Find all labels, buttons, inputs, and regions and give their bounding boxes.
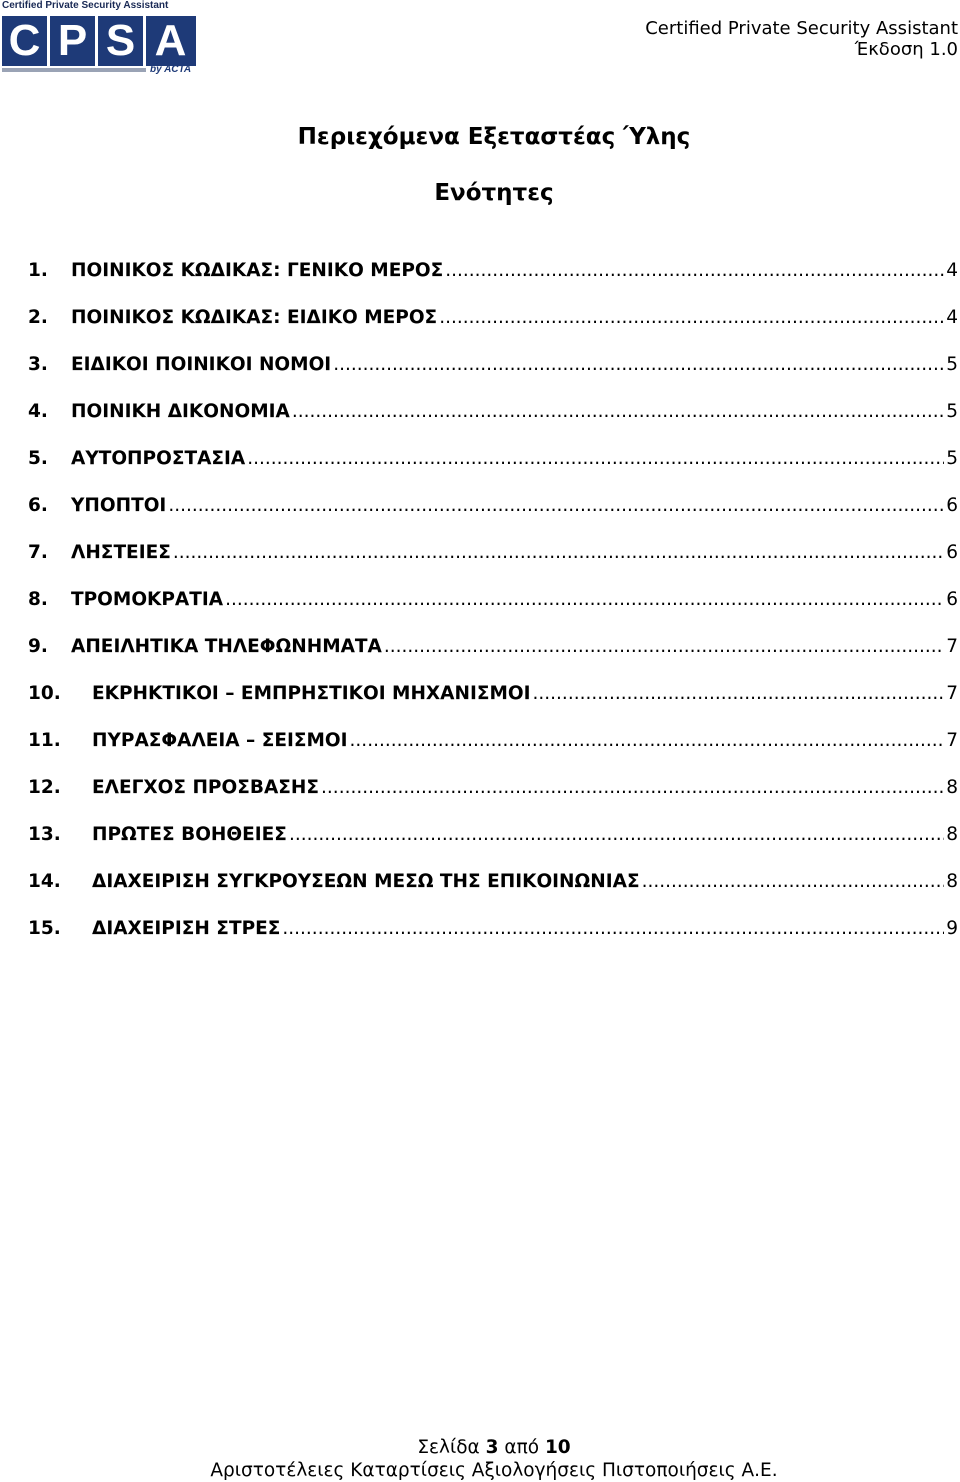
toc-entry[interactable]	[28, 492, 958, 539]
toc-entry[interactable]	[28, 445, 958, 492]
toc-page: 6	[946, 542, 958, 563]
logo-underline	[2, 68, 146, 72]
toc-label: ΠΥΡΑΣΦΑΛΕΙΑ – ΣΕΙΣΜΟΙ	[92, 730, 348, 751]
toc-entry[interactable]	[28, 680, 958, 727]
document-title: Περιεχόμενα Εξεταστέας Ύλης	[297, 124, 691, 150]
toc-page: 4	[946, 307, 958, 328]
toc-leader	[321, 774, 944, 802]
toc-page: 5	[946, 401, 958, 422]
page-number	[0, 1436, 960, 1459]
toc-entry[interactable]	[28, 868, 958, 915]
toc-leader	[292, 398, 944, 426]
toc-leader	[445, 257, 944, 285]
toc-label: ΕΛΕΓΧΟΣ ΠΡΟΣΒΑΣΗΣ	[92, 777, 320, 798]
logo-letter-a: A	[154, 16, 187, 65]
toc-label: ΠΟΙΝΙΚΟΣ ΚΩΔΙΚΑΣ: ΕΙΔΙΚΟ ΜΕΡΟΣ	[71, 307, 438, 328]
toc-number: 6.	[28, 495, 48, 516]
page-prefix: Σελίδα	[417, 1437, 480, 1458]
toc-entry[interactable]	[28, 915, 958, 962]
toc-label: ΠΡΩΤΕΣ ΒΟΗΘΕΙΕΣ	[92, 824, 287, 845]
toc-page: 6	[946, 495, 958, 516]
page-footer	[0, 1436, 960, 1482]
toc-label: ΛΗΣΤΕΙΕΣ	[71, 542, 171, 563]
header-edition: Έκδοση 1.0	[854, 39, 958, 60]
toc-leader	[350, 727, 945, 755]
toc-number: 3.	[28, 354, 48, 375]
toc-entry[interactable]	[28, 586, 958, 633]
page-total: 10	[544, 1437, 571, 1458]
toc-entry[interactable]	[28, 774, 958, 821]
header-info	[645, 18, 958, 60]
toc-entry[interactable]	[28, 633, 958, 680]
toc-number: 13.	[28, 824, 61, 845]
toc-page: 8	[946, 871, 958, 892]
table-of-contents	[28, 257, 958, 962]
toc-page: 7	[946, 683, 958, 704]
toc-leader	[173, 539, 944, 567]
toc-label: ΑΥΤΟΠΡΟΣΤΑΣΙΑ	[71, 448, 246, 469]
section-title: Ενότητες	[434, 180, 554, 206]
toc-number: 14.	[28, 871, 61, 892]
toc-leader	[384, 633, 944, 661]
logo-caption: Certified Private Security Assistant	[2, 0, 169, 11]
toc-number: 2.	[28, 307, 48, 328]
toc-entry[interactable]	[28, 821, 958, 868]
toc-page: 7	[946, 636, 958, 657]
toc-label: ΔΙΑΧΕΙΡΙΣΗ ΣΤΡΕΣ	[92, 918, 281, 939]
toc-page: 6	[946, 589, 958, 610]
toc-leader	[333, 351, 944, 379]
header-title: Certified Private Security Assistant	[645, 18, 958, 39]
toc-page: 8	[946, 777, 958, 798]
logo-letter-s: S	[105, 16, 136, 65]
toc-leader	[247, 445, 944, 473]
toc-number: 4.	[28, 401, 48, 422]
toc-leader	[225, 586, 944, 614]
toc-number: 5.	[28, 448, 48, 469]
toc-label: ΕΚΡΗΚΤΙΚΟΙ – ΕΜΠΡΗΣΤΙΚΟΙ ΜΗΧΑΝΙΣΜΟΙ	[92, 683, 531, 704]
toc-leader	[642, 868, 945, 896]
toc-page: 5	[946, 448, 958, 469]
toc-label: ΔΙΑΧΕΙΡΙΣΗ ΣΥΓΚΡΟΥΣΕΩΝ ΜΕΣΩ ΤΗΣ ΕΠΙΚΟΙΝΩΝΙΑΣ	[92, 871, 640, 892]
toc-page: 4	[946, 260, 958, 281]
logo-letter-p: P	[57, 16, 88, 65]
toc-label: ΤΡΟΜΟΚΡΑΤΙΑ	[71, 589, 224, 610]
toc-page: 7	[946, 730, 958, 751]
toc-page: 9	[946, 918, 958, 939]
logo-letter-c: C	[8, 16, 41, 65]
toc-leader	[282, 915, 944, 943]
toc-leader	[168, 492, 944, 520]
toc-entry[interactable]	[28, 539, 958, 586]
toc-number: 11.	[28, 730, 61, 751]
page-separator: από	[504, 1437, 540, 1458]
toc-number: 8.	[28, 589, 48, 610]
cpsa-logo	[0, 0, 200, 78]
toc-number: 15.	[28, 918, 61, 939]
toc-entry[interactable]	[28, 351, 958, 398]
page-current: 3	[485, 1437, 499, 1458]
toc-leader	[289, 821, 944, 849]
toc-label: ΑΠΕΙΛΗΤΙΚΑ ΤΗΛΕΦΩΝΗΜΑΤΑ	[71, 636, 382, 657]
toc-entry[interactable]	[28, 398, 958, 445]
toc-label: ΠΟΙΝΙΚΗ ΔΙΚΟΝΟΜΙΑ	[71, 401, 290, 422]
toc-number: 12.	[28, 777, 61, 798]
toc-number: 10.	[28, 683, 61, 704]
toc-page: 5	[946, 354, 958, 375]
toc-label: ΠΟΙΝΙΚΟΣ ΚΩΔΙΚΑΣ: ΓΕΝΙΚΟ ΜΕΡΟΣ	[71, 260, 444, 281]
toc-leader	[439, 304, 944, 332]
toc-entry[interactable]	[28, 257, 958, 304]
toc-entry[interactable]	[28, 727, 958, 774]
toc-leader	[533, 680, 945, 708]
toc-page: 8	[946, 824, 958, 845]
toc-entry[interactable]	[28, 304, 958, 351]
toc-label: ΕΙΔΙΚΟΙ ΠΟΙΝΙΚΟΙ ΝΟΜΟΙ	[71, 354, 332, 375]
company-name: Αριστοτέλειες Καταρτίσεις Αξιολογήσεις Πιστοποιήσεις Α.Ε.	[210, 1460, 778, 1481]
toc-label: ΥΠΟΠΤΟΙ	[71, 495, 167, 516]
toc-number: 1.	[28, 260, 48, 281]
toc-number: 9.	[28, 636, 48, 657]
logo-byline: by ACTA	[150, 64, 192, 75]
toc-number: 7.	[28, 542, 48, 563]
